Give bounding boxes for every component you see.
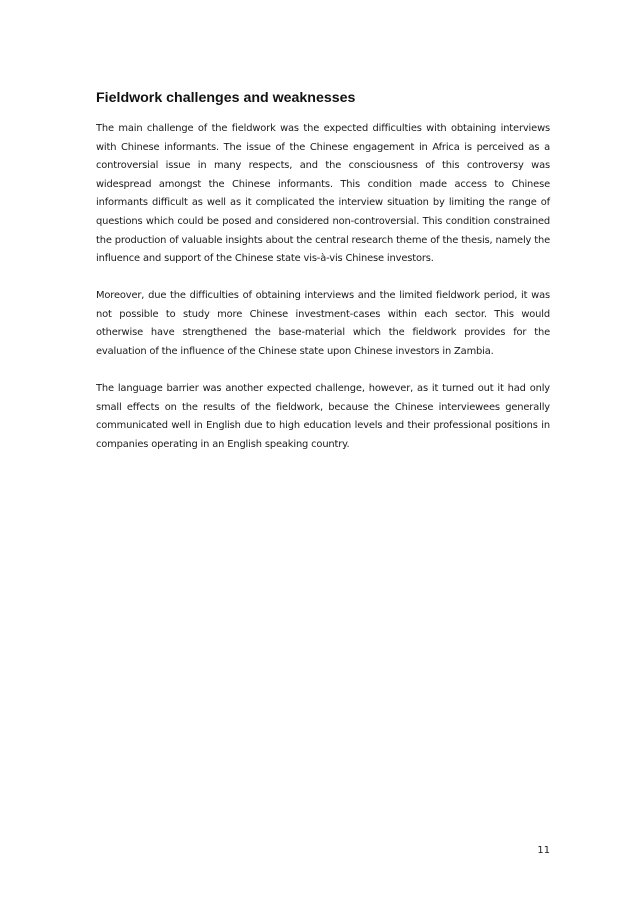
page-number: 11 bbox=[537, 845, 550, 856]
paragraph-investment-cases: Moreover, due the difficulties of obtaining interviews and the limited fieldwork period, it was not possible to study more Chinese investment-cases within each sector. This would otherwise have strengthened the base-material which the fieldwork provides for the evaluation of the influence of the Chinese state upon Chinese investors in Zambia. bbox=[96, 290, 550, 358]
paragraph-language-barrier: The language barrier was another expected challenge, however, as it turned out it had only small effects on the results of the fieldwork, because the Chinese interviewees generally communicated well in English due to high education levels and their professional positions in companies operating in an English speaking country. bbox=[96, 383, 550, 450]
paragraph-main-challenge: The main challenge of the fieldwork was the expected difficulties with obtaining interviews with Chinese informants. The issue of the Chinese engagement in Africa is perceived as a controversial issue in many respects, and the consciousness of this controversy was widespread amongst the Chinese informants. This condition made access to Chinese informants difficult as well as it complicated the interview situation by limiting the range of questions which could be posed and considered non-controversial. This condition constrained the production of valuable insights about the central research theme of the thesis, namely the influence and support of the Chinese state vis-à-vis Chinese investors. bbox=[96, 123, 550, 265]
section-heading: Fieldwork challenges and weaknesses bbox=[96, 90, 356, 106]
section-body bbox=[96, 120, 550, 473]
